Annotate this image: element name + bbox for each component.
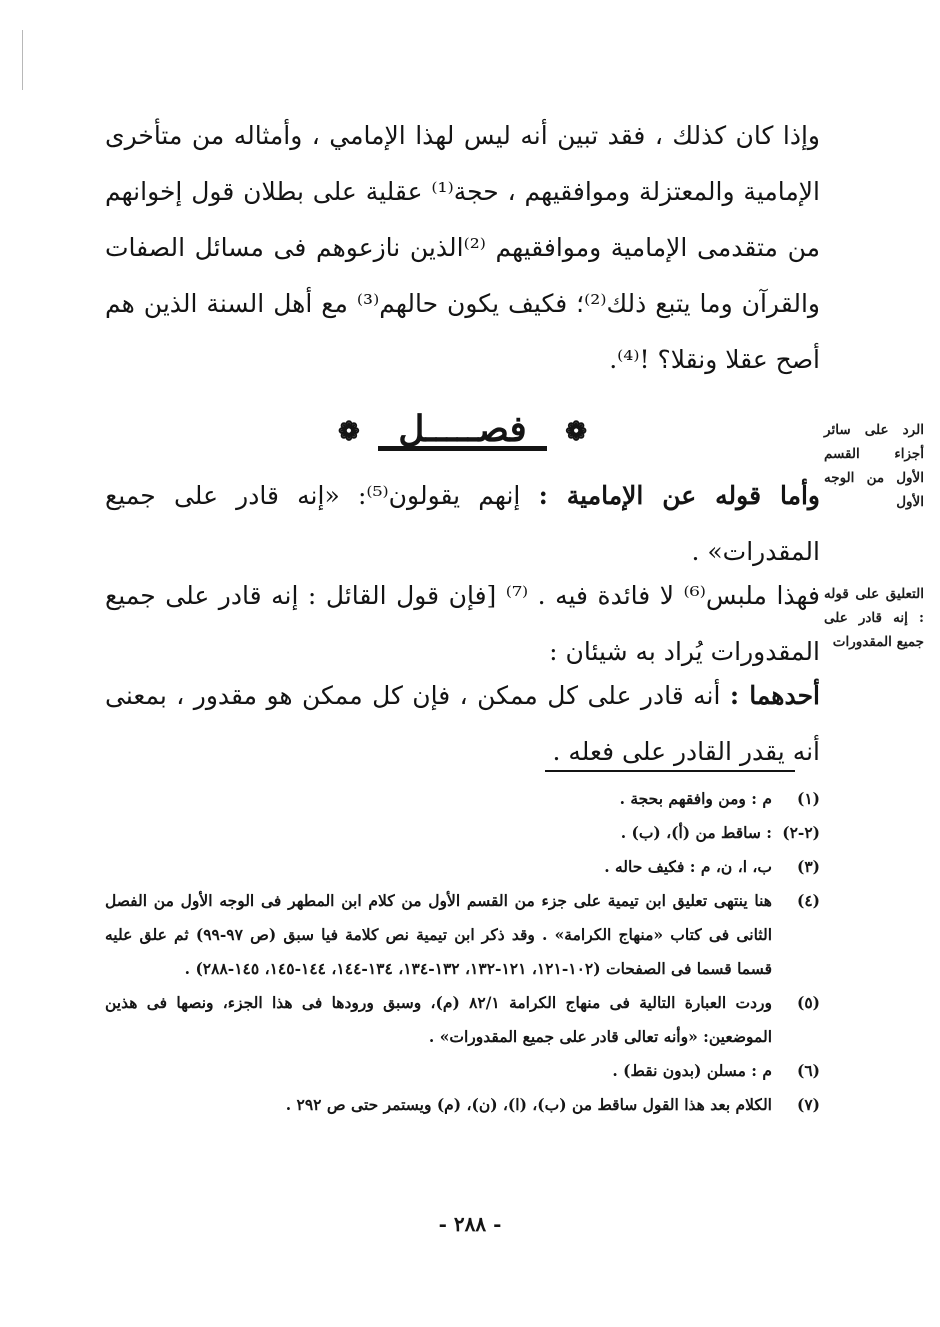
footnote-divider (545, 770, 795, 772)
footnote-number: (٥) (796, 993, 820, 1012)
margin-note-1: الرد على سائر أجزاء القسم الأول من الوجه الأول (824, 422, 924, 510)
paragraph-1: وإذا كان كذلك ، فقد تبين أنه ليس لهذا الإمامي ، وأمثاله من متأخرى الإمامية والمعتزلة وموافقيهم ، حجة⁽¹⁾ عقلية على بطلان قول إخوانهم من متقدمى الإمامية وموافقيهم ⁽²⁾الذين نازعوهم فى مسائل الصفات والقرآن وما يتبع ذلك⁽²⁾؛ فكيف يكون حالهم⁽³⁾ مع أهل السنة الذين هم أصح عقلا ونقلا؟ !⁽⁴⁾. (105, 121, 820, 374)
paragraph-2-lead: وأما قوله عن الإمامية : (538, 481, 821, 510)
paragraph-4-lead: أحدهما : (729, 681, 820, 710)
footnote-4 (105, 884, 820, 986)
section-heading (105, 405, 820, 456)
paragraph-4 (105, 668, 820, 780)
paragraph-2 (105, 468, 820, 580)
footnote-1 (105, 782, 820, 816)
footnote-3 (105, 850, 820, 884)
footnote-text: م : مسلن (بدون نقط) . (612, 1061, 772, 1080)
footnote-number: (١) (796, 789, 820, 808)
margin-note-2: التعليق على قوله : إنه قادر على جميع المقدورات (824, 586, 924, 650)
paragraph-2-text: إنهم يقولون⁽⁵⁾: «إنه قادر على جميع المقدرات» . (105, 481, 820, 566)
ornament-right-icon: ❁ (565, 417, 588, 447)
footnotes (105, 782, 820, 1122)
footnote-number: (٦) (796, 1061, 820, 1080)
paragraph-3: فهذا ملبس⁽⁶⁾ لا فائدة فيه . ⁽⁷⁾ [فإن قول القائل : إنه قادر على جميع المقدورات يُراد به شيئان : (105, 581, 820, 666)
footnote-text: الكلام بعد هذا القول ساقط من (ب)، (ا)، (ن)، (م) ويستمر حتى ص ٢٩٢ . (285, 1095, 772, 1114)
ornament-left-icon: ❁ (337, 417, 360, 447)
footnote-number: (٢-٢) (782, 823, 820, 842)
footnote-number: (٤) (796, 891, 820, 910)
footnote-6 (105, 1054, 820, 1088)
footnote-text: ب، ا، ن، م : فكيف حاله . (604, 857, 772, 876)
footnote-7 (105, 1088, 820, 1122)
footnote-5 (105, 986, 820, 1054)
paragraph-4-text: أنه قادر على كل ممكن ، فإن كل ممكن هو مقدور ، بمعنى أنه يقدر القادر على فعله . (105, 681, 820, 766)
footnote-text: : ساقط من (أ)، (ب) . (620, 823, 772, 842)
footnote-number: (٣) (796, 857, 820, 876)
heading-text: فصـــــل (378, 412, 546, 451)
footnote-number: (٧) (796, 1095, 820, 1114)
footnote-text: وردت العبارة التالية فى منهاج الكرامة ٨٢/١ (م)، وسبق ورودها فى هذا الجزء، ونصها فى هذين الموضعين: «وأنه تعالى قادر على جميع المقدورات» . (105, 993, 772, 1046)
page-number: - ٢٨٨ - (438, 1212, 502, 1236)
footnote-text: م : ومن وافقهم بحجة . (619, 789, 772, 808)
scan-edge-line (22, 30, 23, 90)
footnote-2 (105, 816, 820, 850)
footnote-text: هنا ينتهى تعليق ابن تيمية على جزء من القسم الأول من كلام ابن المطهر فى الوجه الأول من الفصل الثانى فى كتاب «منهاج الكرامة» . وقد ذكر ابن تيمية نص كلامة فيا سبق (ص ٩٧-٩٩) ثم علق عليه قسما قسما فى الصفحات (١٠٢-١٢١، ١٢١-١٣٢، ١٣٢-١٣٤، ١٣٤-١٤٤، ١٤٤-١٤٥، ١٤٥-٢٨٨) . (105, 891, 773, 978)
